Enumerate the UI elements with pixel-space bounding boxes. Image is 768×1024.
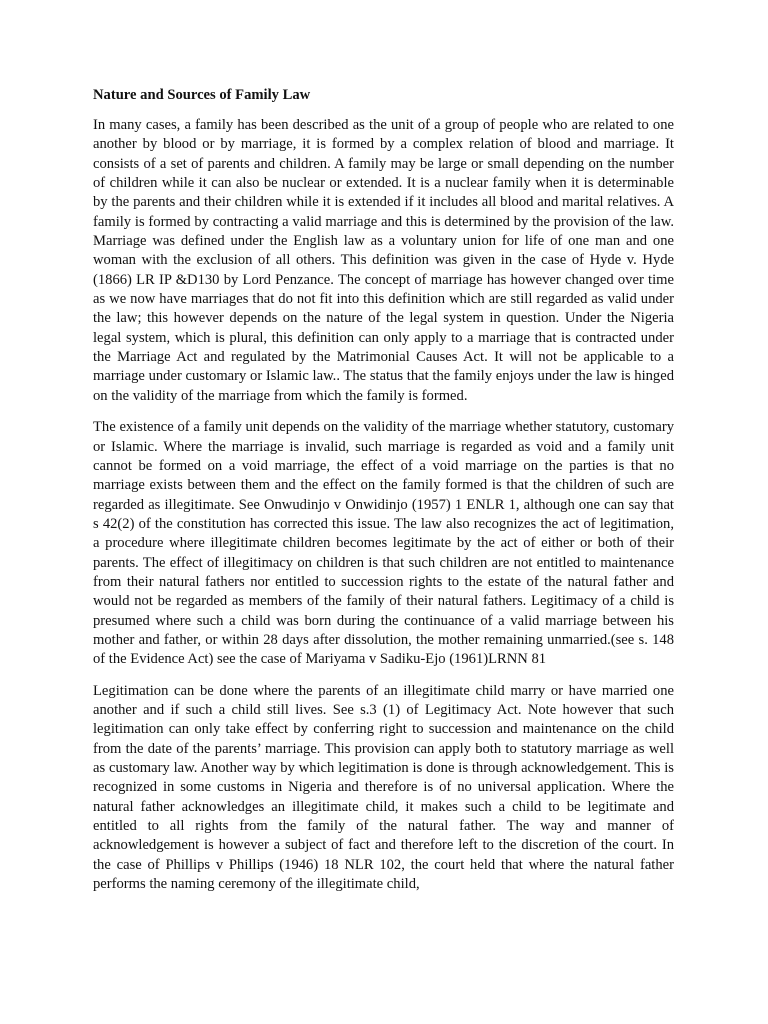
paragraph-family-unit-validity: The existence of a family unit depends on the validity of the marriage whether statutory, customary or Islamic. Where the marriage is invalid, such marriage is regarded as void and a family unit cannot be formed on a void marriage, the effect of a void marriage on the parties is that no marriage exists between them and the effect on the family formed is that the children of such are regarded as illegitimate. See Onwudinjo v Onwidinjo (1957) 1 ENLR 1, although one can say that s 42(2) of the constitution has corrected this issue. The law also recognizes the act of legitimation, a procedure where illegitimate children becomes legitimate by the act of either or both of their parents. The effect of illegitimacy on children is that such children are not entitled to maintenance from their natural fathers nor entitled to succession rights to the estate of the natural father and would not be regarded as members of the family of their natural fathers. Legitimacy of a child is presumed where such a child was born during the continuance of a valid marriage between his mother and father, or within 28 days after dissolution, the mother remaining unmarried.(see s. 148 of the Evidence Act) see the case of Mariyama v Sadiku-Ejo (1961)LRNN 81 — [93, 419, 674, 668]
document-page — [93, 86, 674, 906]
document-title: Nature and Sources of Family Law — [93, 87, 311, 103]
paragraph-legitimation: Legitimation can be done where the parents of an illegitimate child marry or have married one another and if such a child still lives. See s.3 (1) of Legitimacy Act. Note however that such legitimation can only take effect by conferring right to succession and maintenance on the child from the date of the parents’ marriage. This provision can apply both to statutory marriage as well as customary law. Another way by which legitimation is done is through acknowledgement. This is recognized in some customs in Nigeria and therefore is of no universal application. Where the natural father acknowledges an illegitimate child, it makes such a child to be legitimate and entitled to all rights from the family of the natural father. The way and manner of acknowledgement is however a subject of fact and therefore left to the discretion of the court. In the case of Phillips v Phillips (1946) 18 NLR 102, the court held that where the natural father performs the naming ceremony of the illegitimate child, — [93, 682, 674, 893]
paragraph-family-definition: In many cases, a family has been described as the unit of a group of people who are related to one another by blood or by marriage, it is formed by a complex relation of blood and marriage. It consists of a set of parents and children. A family may be large or small depending on the number of children while it can also be nuclear or extended. It is a nuclear family when it is determinable by the parents and their children while it is extended if it includes all blood and marital relatives. A family is formed by contracting a valid marriage and this is determined by the provision of the law. Marriage was defined under the English law as a voluntary union for life of one man and one woman with the exclusion of all others. This definition was given in the case of Hyde v. Hyde (1866) LR IP &D130 by Lord Penzance. The concept of marriage has however changed over time as we now have marriages that do not fit into this definition which are still regarded as valid under the law; this however depends on the nature of the legal system in question. Under the Nigeria legal system, which is plural, this definition can only apply to a marriage that is contracted under the Marriage Act and regulated by the Matrimonial Causes Act. It will not be applicable to a marriage under customary or Islamic law.. The status that the family enjoys under the law is hinged on the validity of the marriage from which the family is formed. — [93, 117, 674, 404]
